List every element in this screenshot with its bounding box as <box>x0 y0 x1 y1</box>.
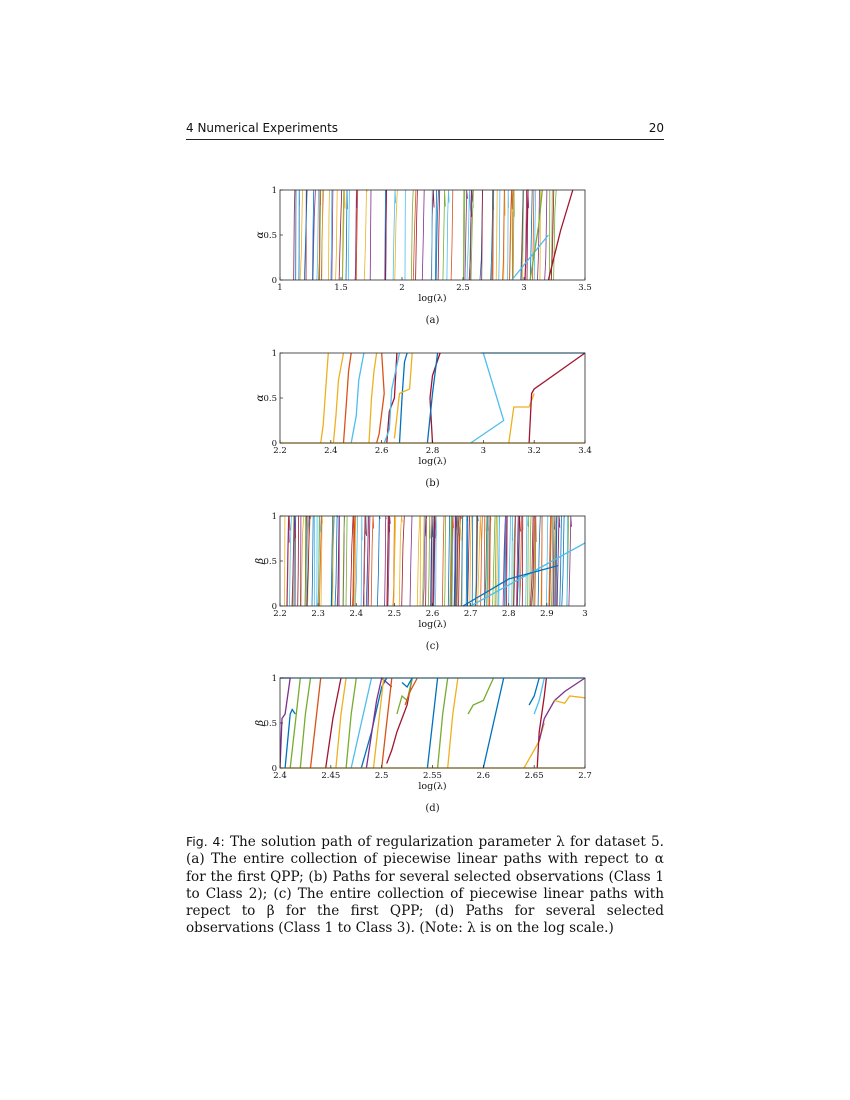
x-tick-label: 2.4 <box>273 771 287 781</box>
x-tick-label: 2.5 <box>374 771 389 781</box>
x-tick-label: 3 <box>521 283 527 293</box>
series-line-p26 <box>529 678 539 705</box>
solution-path <box>562 516 565 606</box>
solution-path <box>364 190 367 280</box>
solution-path <box>443 190 445 280</box>
figure-caption <box>186 833 664 938</box>
solution-path <box>526 516 528 606</box>
solution-path <box>556 516 557 606</box>
x-tick-label: 2 <box>399 283 405 293</box>
solution-path <box>496 190 497 280</box>
series-line-o1 <box>321 353 329 443</box>
solution-path <box>318 516 319 606</box>
y-tick-label: 1 <box>271 512 277 522</box>
y-axis-label: β <box>254 719 266 727</box>
solution-path <box>339 190 342 280</box>
series-line-p7 <box>336 678 346 768</box>
solution-path <box>405 190 406 280</box>
x-tick-label: 2.4 <box>324 446 338 456</box>
x-tick-label: 3.2 <box>527 446 541 456</box>
solution-path <box>482 190 483 280</box>
solution-path <box>538 516 540 606</box>
solution-path <box>322 190 323 280</box>
solution-path <box>447 190 449 280</box>
solution-path <box>298 516 299 606</box>
x-axis-label: log(λ) <box>418 619 447 630</box>
x-tick-label: 2.8 <box>425 446 440 456</box>
y-tick-label: 0 <box>271 439 277 449</box>
solution-path <box>417 516 420 606</box>
x-tick-label: 2.2 <box>273 609 287 619</box>
solution-path <box>442 516 444 606</box>
series-line-p18 <box>427 678 437 768</box>
x-tick-label: 1 <box>277 283 283 293</box>
series-line-p15 <box>397 678 412 714</box>
running-header <box>186 121 664 140</box>
caption-label: Fig. 4: <box>186 834 225 849</box>
x-tick-label: 3.4 <box>578 446 592 456</box>
x-tick-label: 2.7 <box>463 609 478 619</box>
x-tick-label: 2.6 <box>425 609 440 619</box>
solution-path <box>522 516 523 606</box>
series-line-b1 <box>400 353 408 443</box>
solution-path <box>329 190 330 280</box>
solution-path <box>557 516 560 606</box>
y-tick-label: 1 <box>271 349 277 359</box>
solution-path <box>448 516 449 606</box>
series-line-p6 <box>326 678 341 768</box>
plot-area <box>285 516 586 606</box>
solution-path <box>385 516 387 606</box>
solution-path <box>346 190 347 280</box>
solution-path <box>395 190 398 280</box>
solution-path <box>554 190 557 280</box>
solution-path <box>416 190 418 280</box>
y-tick-label: 0 <box>271 764 277 774</box>
solution-path <box>472 516 473 606</box>
x-tick-label: 2.8 <box>501 609 516 619</box>
series-line-r3 <box>529 353 585 443</box>
series-line-o2 <box>333 353 343 443</box>
solution-path <box>432 190 433 280</box>
caption-text: The solution path of regularization parameter λ for dataset 5. (a) The entire collection of piecewise linear paths with repect to α for the first QPP; (b) Paths for several selected observations (Class 1 to Class 2); (c) The entire collection of piecewise linear paths with repect to β for the first QPP; (d) Paths for several selected observations (Class 1 to Class 3). (Note: λ is on the log scale.) <box>186 834 664 937</box>
x-tick-label: 3 <box>582 609 588 619</box>
solution-path <box>499 190 500 280</box>
chart-panel-d <box>250 670 610 818</box>
solution-path <box>512 516 513 606</box>
x-tick-label: 2.4 <box>349 609 364 619</box>
solution-path <box>428 516 430 606</box>
y-tick-label: 0.5 <box>263 719 277 729</box>
x-tick-label: 2.5 <box>456 283 470 293</box>
panel-sublabel: (d) <box>425 803 440 814</box>
chart-panel-a <box>250 182 610 330</box>
series-line-o3 <box>344 353 352 443</box>
x-tick-label: 2.6 <box>374 446 389 456</box>
solution-path <box>470 516 472 606</box>
series-line-p20 <box>448 678 458 768</box>
x-tick-label: 2.5 <box>387 609 402 619</box>
solution-path <box>317 190 319 280</box>
series-line-c3 <box>471 353 585 443</box>
series-line-o4 <box>369 353 377 443</box>
y-tick-label: 1 <box>271 186 277 196</box>
solution-path <box>411 190 413 280</box>
series-line-c2 <box>384 353 399 443</box>
panel-sublabel: (c) <box>425 641 440 652</box>
solution-path <box>422 190 424 280</box>
solution-path <box>560 516 562 606</box>
x-tick-label: 2.65 <box>524 771 544 781</box>
solution-path <box>336 190 338 280</box>
solution-path <box>509 516 512 606</box>
solution-path <box>432 516 433 606</box>
y-tick-label: 0.5 <box>263 394 277 404</box>
panel-sublabel: (b) <box>425 478 440 489</box>
y-tick-label: 0.5 <box>263 557 277 567</box>
solution-path <box>377 516 380 606</box>
solution-path <box>545 190 547 280</box>
series-line-c1 <box>351 353 364 443</box>
y-tick-label: 0 <box>271 276 277 286</box>
section-title: 4 Numerical Experiments <box>186 121 339 135</box>
x-tick-label: 1.5 <box>334 283 348 293</box>
x-tick-label: 2.45 <box>321 771 341 781</box>
x-axis-label: log(λ) <box>418 293 447 304</box>
plot-area <box>280 678 585 768</box>
solution-path <box>569 516 572 606</box>
solution-path <box>300 190 302 280</box>
solution-path <box>410 516 412 606</box>
solution-path <box>301 516 304 606</box>
series-line-p21 <box>468 678 493 714</box>
solution-path <box>348 190 349 280</box>
plot-area <box>294 190 573 280</box>
x-tick-label: 3.5 <box>578 283 592 293</box>
solution-path <box>528 516 529 606</box>
solution-path <box>445 516 446 606</box>
x-tick-label: 2.55 <box>423 771 442 781</box>
x-tick-label: 3 <box>480 446 487 456</box>
series-line-b2 <box>427 353 437 443</box>
y-axis-label: α <box>254 394 266 402</box>
x-tick-label: 2.7 <box>578 771 592 781</box>
y-tick-label: 0 <box>271 602 277 612</box>
panel-sublabel: (a) <box>425 315 440 326</box>
series-line-p3 <box>290 678 300 768</box>
solution-path <box>361 516 362 606</box>
x-tick-label: 2.3 <box>311 609 325 619</box>
plot-area <box>280 353 585 443</box>
series-line-p22 <box>483 678 503 768</box>
series-line-o5 <box>377 353 385 443</box>
series-line-p4 <box>300 678 310 768</box>
solution-path <box>546 516 548 606</box>
solution-path <box>534 190 536 280</box>
solution-path <box>462 516 463 606</box>
solution-path <box>513 190 514 280</box>
chart-panel-b <box>250 345 610 493</box>
x-tick-label: 2.2 <box>273 446 287 456</box>
page-number: 20 <box>648 121 664 135</box>
series-line-p5 <box>311 678 321 768</box>
solution-path <box>451 190 453 280</box>
x-axis-label: log(λ) <box>418 781 447 792</box>
series-line-p19 <box>438 678 448 768</box>
solution-path <box>371 516 374 606</box>
solution-path <box>346 516 347 606</box>
y-tick-label: 1 <box>271 674 277 684</box>
series-line-p25 <box>539 678 585 741</box>
x-tick-label: 2.6 <box>476 771 491 781</box>
y-axis-label: α <box>254 231 266 239</box>
y-tick-label: 0.5 <box>263 231 277 241</box>
x-axis-label: log(λ) <box>418 456 447 467</box>
x-tick-label: 2.9 <box>540 609 554 619</box>
y-axis-label: β <box>254 557 266 565</box>
solution-path <box>370 190 371 280</box>
solution-path <box>312 516 313 606</box>
solution-path <box>402 516 405 606</box>
chart-panel-c <box>250 508 610 656</box>
solution-path <box>507 190 508 280</box>
solution-path <box>294 190 295 280</box>
